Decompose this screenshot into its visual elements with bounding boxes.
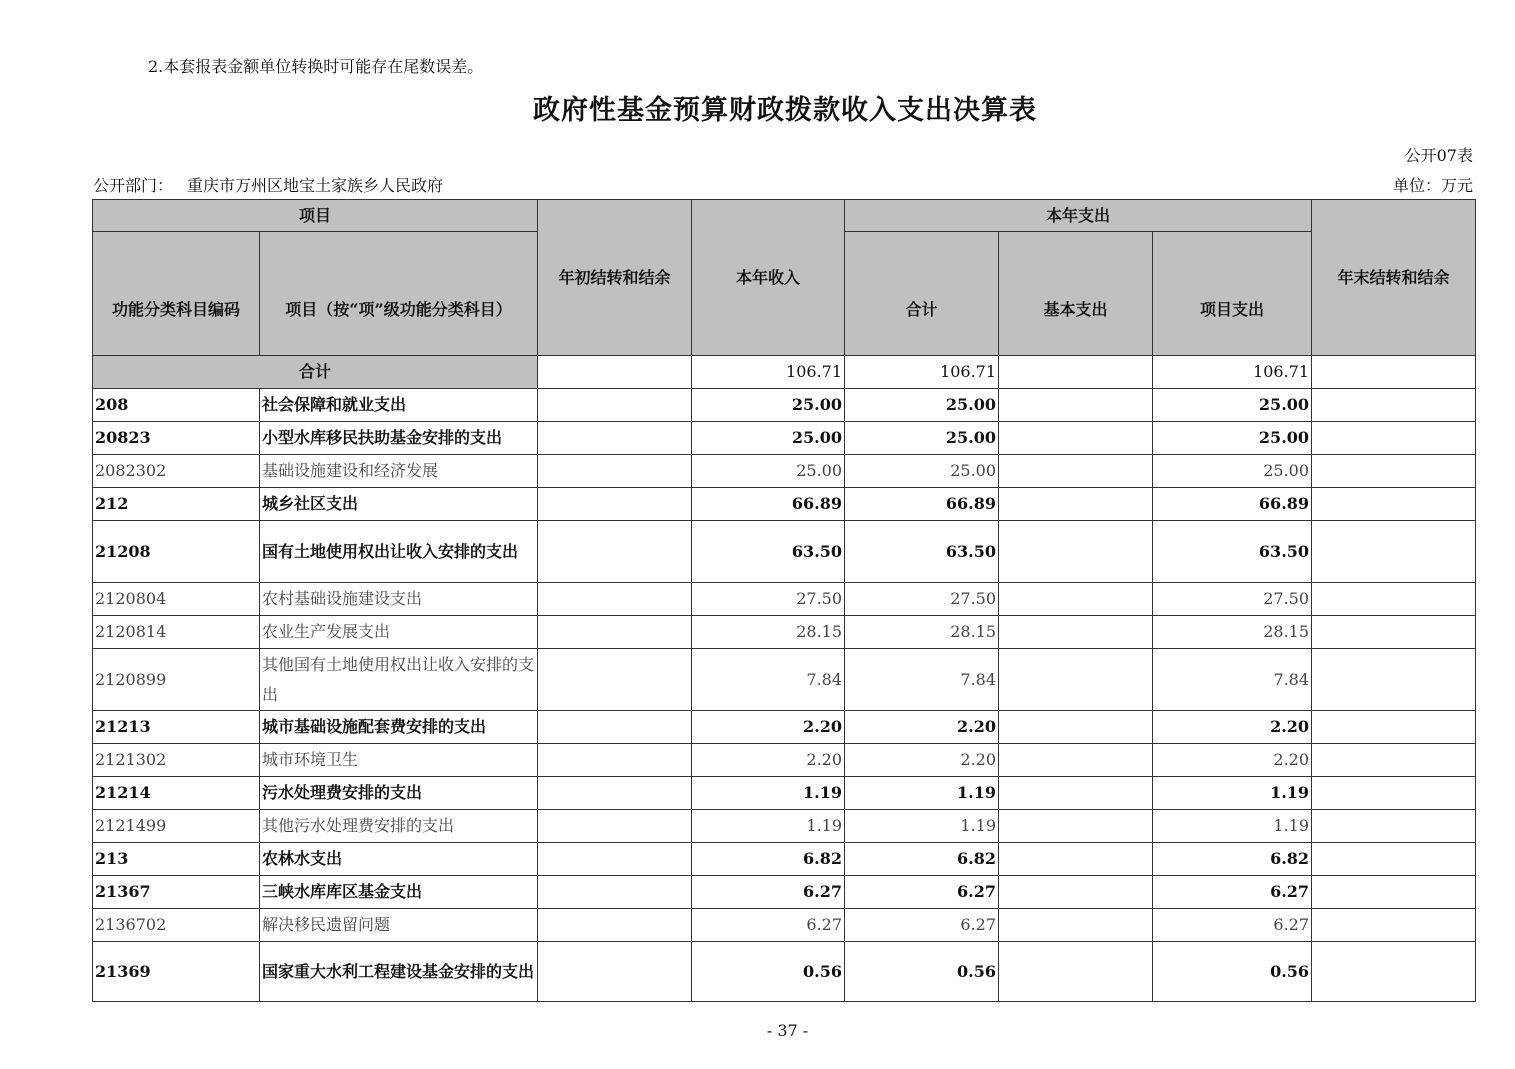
cell-carry-begin — [538, 583, 692, 616]
cell-basic — [999, 455, 1153, 488]
cell-expense-total: 63.50 — [845, 521, 999, 583]
cell-income: 6.82 — [692, 843, 845, 876]
cell-carry-end — [1312, 777, 1476, 810]
cell-expense-total: 25.00 — [845, 422, 999, 455]
cell-income: 25.00 — [692, 422, 845, 455]
cell-income: 6.27 — [692, 876, 845, 909]
cell-expense-total: 2.20 — [845, 711, 999, 744]
cell-project: 6.27 — [1153, 876, 1312, 909]
cell-project: 28.15 — [1153, 616, 1312, 649]
table-row — [93, 810, 1476, 843]
cell-carry-end — [1312, 843, 1476, 876]
cell-project: 2.20 — [1153, 744, 1312, 777]
cell-carry-begin — [538, 488, 692, 521]
cell-code: 2136702 — [93, 909, 260, 942]
cell-basic — [999, 711, 1153, 744]
cell-project: 0.56 — [1153, 942, 1312, 1002]
cell-carry-begin — [538, 777, 692, 810]
cell-carry-begin — [538, 843, 692, 876]
cell-carry-begin — [538, 711, 692, 744]
total-project: 106.71 — [1153, 356, 1312, 389]
page-title: 政府性基金预算财政拨款收入支出决算表 — [533, 95, 1037, 126]
cell-carry-end — [1312, 649, 1476, 711]
cell-project: 6.82 — [1153, 843, 1312, 876]
cell-basic — [999, 356, 1153, 389]
page-number: - 37 - — [766, 1021, 809, 1040]
cell-carry-begin — [538, 616, 692, 649]
cell-name: 小型水库移民扶助基金安排的支出 — [260, 422, 538, 455]
cell-name: 社会保障和就业支出 — [260, 389, 538, 422]
header-expense: 本年支出 — [845, 200, 1312, 232]
cell-project: 27.50 — [1153, 583, 1312, 616]
total-row — [93, 356, 1476, 389]
cell-name: 污水处理费安排的支出 — [260, 777, 538, 810]
cell-income: 25.00 — [692, 389, 845, 422]
cell-carry-begin — [538, 876, 692, 909]
cell-name: 农业生产发展支出 — [260, 616, 538, 649]
total-label: 合计 — [93, 356, 538, 389]
cell-carry-begin — [538, 810, 692, 843]
cell-expense-total: 66.89 — [845, 488, 999, 521]
cell-carry-end — [1312, 583, 1476, 616]
cell-project: 25.00 — [1153, 455, 1312, 488]
cell-expense-total: 2.20 — [845, 744, 999, 777]
cell-basic — [999, 616, 1153, 649]
cell-income: 28.15 — [692, 616, 845, 649]
cell-expense-total: 6.27 — [845, 909, 999, 942]
cell-name: 城市基础设施配套费安排的支出 — [260, 711, 538, 744]
cell-name: 城市环境卫生 — [260, 744, 538, 777]
header-carry-begin: 年初结转和结余 — [538, 200, 692, 356]
table-row — [93, 616, 1476, 649]
cell-income: 2.20 — [692, 711, 845, 744]
cell-carry-begin — [538, 422, 692, 455]
cell-basic — [999, 777, 1153, 810]
cell-code: 21214 — [93, 777, 260, 810]
cell-carry-end — [1312, 810, 1476, 843]
cell-name: 城乡社区支出 — [260, 488, 538, 521]
cell-carry-end — [1312, 356, 1476, 389]
report-note: 2.本套报表金额单位转换时可能存在尾数误差。 — [148, 57, 484, 76]
cell-carry-end — [1312, 711, 1476, 744]
table-row — [93, 876, 1476, 909]
cell-project: 2.20 — [1153, 711, 1312, 744]
cell-carry-end — [1312, 876, 1476, 909]
cell-expense-total: 0.56 — [845, 942, 999, 1002]
cell-carry-end — [1312, 744, 1476, 777]
cell-name: 国家重大水利工程建设基金安排的支出 — [260, 942, 538, 1002]
header-basic: 基本支出 — [999, 232, 1153, 356]
cell-income: 7.84 — [692, 649, 845, 711]
cell-expense-total: 7.84 — [845, 649, 999, 711]
table-row — [93, 583, 1476, 616]
budget-table — [92, 199, 1476, 1002]
cell-expense-total: 28.15 — [845, 616, 999, 649]
cell-carry-begin — [538, 649, 692, 711]
cell-carry-end — [1312, 616, 1476, 649]
unit-label: 单位：万元 — [1392, 176, 1473, 195]
table-row — [93, 744, 1476, 777]
cell-name: 基础设施建设和经济发展 — [260, 455, 538, 488]
cell-code: 2082302 — [93, 455, 260, 488]
table-row — [93, 942, 1476, 1002]
cell-project: 1.19 — [1153, 810, 1312, 843]
cell-code: 21208 — [93, 521, 260, 583]
cell-project: 25.00 — [1153, 389, 1312, 422]
cell-project: 63.50 — [1153, 521, 1312, 583]
cell-basic — [999, 744, 1153, 777]
cell-carry-end — [1312, 942, 1476, 1002]
cell-code: 21367 — [93, 876, 260, 909]
cell-name: 解决移民遗留问题 — [260, 909, 538, 942]
cell-income: 6.27 — [692, 909, 845, 942]
cell-carry-begin — [538, 356, 692, 389]
cell-name: 农林水支出 — [260, 843, 538, 876]
cell-expense-total: 1.19 — [845, 777, 999, 810]
cell-code: 208 — [93, 389, 260, 422]
cell-income: 27.50 — [692, 583, 845, 616]
cell-basic — [999, 488, 1153, 521]
cell-name: 国有土地使用权出让收入安排的支出 — [260, 521, 538, 583]
header-name: 项目（按“项”级功能分类科目） — [260, 232, 538, 356]
table-row — [93, 711, 1476, 744]
cell-carry-end — [1312, 909, 1476, 942]
table-row — [93, 649, 1476, 711]
cell-project: 7.84 — [1153, 649, 1312, 711]
cell-income: 66.89 — [692, 488, 845, 521]
cell-carry-begin — [538, 942, 692, 1002]
cell-name: 农村基础设施建设支出 — [260, 583, 538, 616]
cell-code: 21369 — [93, 942, 260, 1002]
cell-carry-begin — [538, 389, 692, 422]
cell-basic — [999, 843, 1153, 876]
table-row — [93, 843, 1476, 876]
cell-name: 其他污水处理费安排的支出 — [260, 810, 538, 843]
cell-code: 21213 — [93, 711, 260, 744]
total-income: 106.71 — [692, 356, 845, 389]
cell-expense-total: 6.27 — [845, 876, 999, 909]
cell-project: 25.00 — [1153, 422, 1312, 455]
cell-code: 20823 — [93, 422, 260, 455]
cell-name: 其他国有土地使用权出让收入安排的支出 — [260, 649, 538, 711]
cell-carry-begin — [538, 455, 692, 488]
cell-income: 63.50 — [692, 521, 845, 583]
cell-basic — [999, 810, 1153, 843]
cell-income: 1.19 — [692, 810, 845, 843]
cell-carry-end — [1312, 488, 1476, 521]
table-row — [93, 488, 1476, 521]
cell-expense-total: 25.00 — [845, 389, 999, 422]
cell-basic — [999, 942, 1153, 1002]
cell-code: 212 — [93, 488, 260, 521]
cell-code: 2120899 — [93, 649, 260, 711]
cell-carry-begin — [538, 521, 692, 583]
cell-expense-total: 27.50 — [845, 583, 999, 616]
cell-basic — [999, 583, 1153, 616]
department-line — [93, 173, 443, 196]
form-number: 公开07表 — [1404, 146, 1473, 165]
cell-carry-begin — [538, 909, 692, 942]
cell-basic — [999, 909, 1153, 942]
header-expense-total: 合计 — [845, 232, 999, 356]
header-carry-end: 年末结转和结余 — [1312, 200, 1476, 356]
cell-basic — [999, 521, 1153, 583]
header-income: 本年收入 — [692, 200, 845, 356]
cell-code: 2121302 — [93, 744, 260, 777]
cell-carry-end — [1312, 521, 1476, 583]
cell-carry-end — [1312, 389, 1476, 422]
cell-basic — [999, 876, 1153, 909]
header-item: 项目 — [93, 200, 538, 232]
header-code: 功能分类科目编码 — [93, 232, 260, 356]
cell-income: 25.00 — [692, 455, 845, 488]
table-row — [93, 389, 1476, 422]
total-expense: 106.71 — [845, 356, 999, 389]
cell-carry-begin — [538, 744, 692, 777]
cell-income: 0.56 — [692, 942, 845, 1002]
cell-basic — [999, 649, 1153, 711]
department-name: 重庆市万州区地宝土家族乡人民政府 — [187, 176, 444, 195]
cell-expense-total: 1.19 — [845, 810, 999, 843]
cell-code: 2120804 — [93, 583, 260, 616]
cell-name: 三峡水库库区基金支出 — [260, 876, 538, 909]
cell-expense-total: 25.00 — [845, 455, 999, 488]
cell-carry-end — [1312, 422, 1476, 455]
header-project: 项目支出 — [1153, 232, 1312, 356]
cell-project: 1.19 — [1153, 777, 1312, 810]
table-row — [93, 521, 1476, 583]
cell-carry-end — [1312, 455, 1476, 488]
table-row — [93, 909, 1476, 942]
cell-project: 66.89 — [1153, 488, 1312, 521]
table-row — [93, 455, 1476, 488]
cell-income: 1.19 — [692, 777, 845, 810]
cell-expense-total: 6.82 — [845, 843, 999, 876]
table-row — [93, 422, 1476, 455]
cell-code: 2121499 — [93, 810, 260, 843]
cell-income: 2.20 — [692, 744, 845, 777]
cell-basic — [999, 422, 1153, 455]
table-row — [93, 777, 1476, 810]
cell-code: 2120814 — [93, 616, 260, 649]
cell-code: 213 — [93, 843, 260, 876]
cell-project: 6.27 — [1153, 909, 1312, 942]
department-label: 公开部门： — [93, 176, 174, 195]
cell-basic — [999, 389, 1153, 422]
